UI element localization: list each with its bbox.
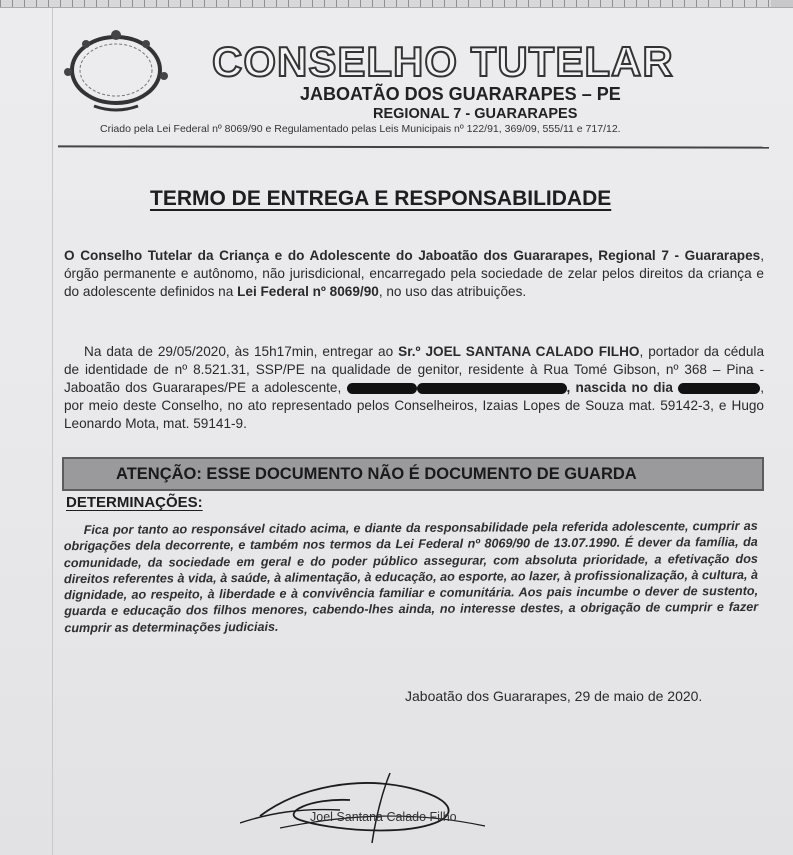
ruler-end (771, 0, 793, 7)
council-name: O Conselho Tutelar da Criança e do Adolescente do Jaboatão dos Guararapes, Regional 7 - Guararapes (64, 248, 761, 263)
handwritten-signature (240, 768, 530, 843)
legal-basis: Criado pela Lei Federal nº 8069/90 e Regulamentado pelas Leis Municipais nº 122/91, 369/09, 555/11 e 717/12. (100, 123, 621, 135)
delivery-closing: , por meio deste Conselho, no ato representado pelos Conselheiros, Izaias Lopes de Souza mat. 59142-3, e Hugo Leonardo Mota, mat. 59141-9. (64, 380, 764, 431)
determinations-text: Fica por tanto ao responsável citado acima, e diante da responsabilidade pela referida adolescente, cumprir as obrigações dela decorrente, e também nos termos da Lei Federal nº 8069/90 de 13.07.1990. É dever da família, da comunidade, da sociedade em geral e do poder público assegurar, com absoluta prioridade, a efetivação dos direitos referentes à vida, à saúde, à alimentação, à educação, ao esporte, ao lazer, à profissionalização, à cultura, à dignidade, ao respeito, à liberdade e à convivência familiar e comunitária. Aos pais incumbe o dever de sustento, guarda e educação dos filhos menores, cabendo-lhes ainda, no interesse destes, a obrigação de cumprir e fazer cumprir as determinações judiciais. (63, 518, 759, 635)
guardian-name: Sr.º JOEL SANTANA CALADO FILHO (398, 344, 640, 359)
page-margin-line (52, 8, 53, 855)
guardian-details: , portador da cédula de identidade de nº 8.521.31, SSP/PE na qualidade de genitor, residente à Rua Tomé Gibson, nº 368 – Pina - Jaboatão dos Guararapes/PE a adolescente, (64, 344, 765, 395)
warning-text: ATENÇÃO: ESSE DOCUMENTO NÃO É DOCUMENTO DE GUARDA (116, 465, 637, 483)
council-logo-icon (56, 22, 176, 122)
place-date: Jaboatão dos Guararapes, 29 de maio de 2020. (405, 688, 703, 704)
council-title: CONSELHO TUTELAR (212, 38, 674, 85)
intro-paragraph (64, 247, 764, 301)
law-reference: Lei Federal nº 8069/90 (237, 284, 379, 299)
ruler (0, 0, 793, 8)
determinations-title: DETERMINAÇÕES: (66, 494, 203, 511)
region-subtitle: REGIONAL 7 - GUARARAPES (373, 106, 578, 122)
delivery-date-text: Na data de 29/05/2020, às 15h17min, entregar ao (84, 344, 399, 359)
intro-end: , no uso das atribuições. (378, 284, 527, 299)
delivery-paragraph (64, 343, 764, 433)
warning-banner (62, 457, 764, 491)
city-subtitle: JABOATÃO DOS GUARARAPES – PE (300, 84, 621, 104)
redaction-bar (678, 383, 760, 394)
birth-label: , nascida no dia (566, 380, 673, 395)
intro-text: , órgão permanente e autônomo, não jurisdicional, encarregado pela sociedade de zelar pelos direitos da criança e do adolescente definidos na (64, 248, 764, 299)
document-title: TERMO DE ENTREGA E RESPONSABILIDADE (150, 187, 612, 210)
redaction-bar (417, 383, 567, 394)
redaction-bar (347, 383, 417, 394)
signature-name: Joel Santana Calado Filho (310, 810, 457, 824)
